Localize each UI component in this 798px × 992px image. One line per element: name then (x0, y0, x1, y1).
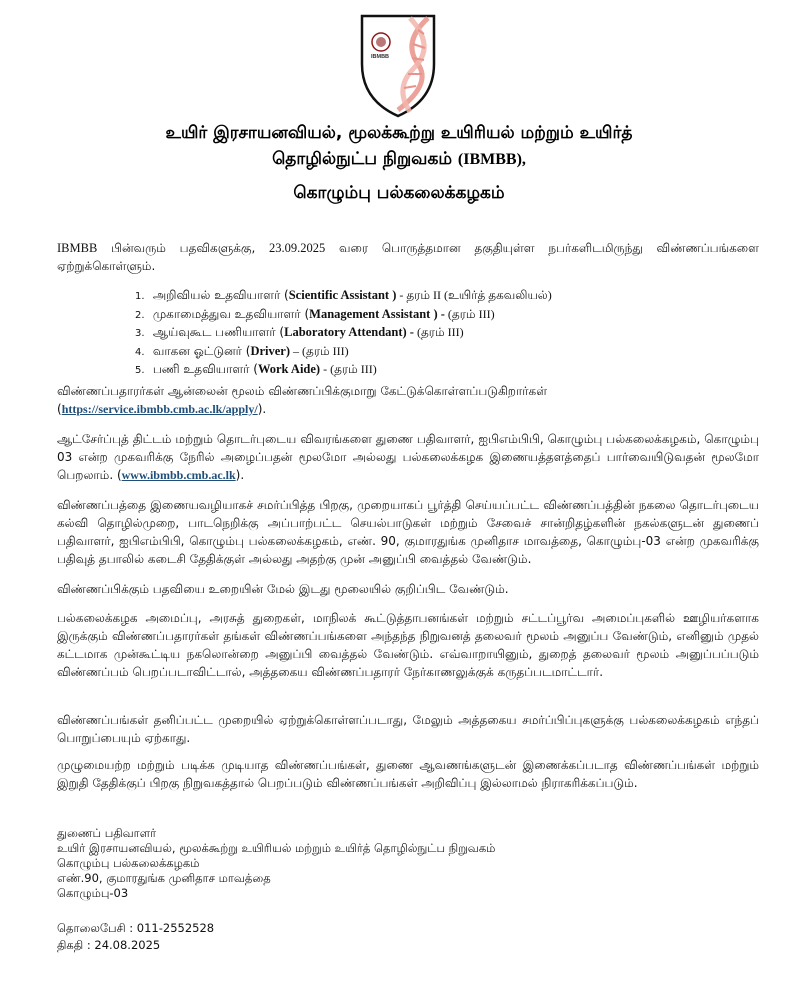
scheme-open: ( (113, 468, 122, 482)
list-item (135, 361, 695, 380)
list-item (135, 343, 695, 362)
post-grade: - (தரம் III) (320, 362, 377, 377)
online-text: விண்ணப்பதாரர்கள் ஆன்லைன் மூலம் விண்ணப்பிக்குமாறு கேட்டுக்கொள்ளப்படுகிறார்கள் (57, 384, 548, 398)
signature-block (57, 826, 657, 901)
post-grade: – (தரம் III) (290, 343, 349, 358)
online-open: ( (57, 402, 62, 416)
rejection-paragraph: முழுமையற்ற மற்றும் படிக்க முடியாத விண்ணப்பங்கள், துணை ஆவணங்களுடன் இணைக்கப்படாத விண்ணப்பங்கள் மற்றும் இறுதி தேதிக்குப் பிறகு நிறுவகத்தால் பெறப்படும் விண்ணப்பங்கள் அறிவிப்பு இல்லாமல் நிராகரிக்கப்படும். (57, 758, 759, 790)
title-line-1: உயிர் இரசாயனவியல், மூலக்கூற்று உயிரியல் மற்றும் உயிர்த் (165, 123, 633, 143)
post-title-tamil: பணி உதவியாளர் ( (152, 362, 258, 377)
posts-list (135, 287, 695, 380)
post-number: 4. (135, 346, 145, 358)
post-title-english: Scientific Assistant ) (288, 288, 397, 302)
post-number: 3. (135, 328, 145, 340)
scheme-paragraph (57, 430, 759, 484)
signature-city: கொழும்பு-03 (57, 886, 129, 900)
post-number: 1. (135, 291, 145, 302)
post-number: 2. (135, 309, 145, 321)
intro-text-a: பின்வரும் பதவிகளுக்கு, (111, 241, 256, 255)
post-grade: - தரம் II (உயிர்த் தகவலியல்) (396, 288, 552, 302)
title-line-2-english: (IBMBB), (457, 151, 526, 168)
submission-paragraph: விண்ணப்பத்தை இணையவழியாகச் சமர்ப்பித்த பிறகு, முறையாகப் பூர்த்தி செய்யப்பட்ட விண்ணப்பத்தின் நகலை தொடர்புடைய கல்வி தொழில்முறை, பாடநெறிக்கு அப்பாற்பட்ட செயல்பாடுகள் மற்றும் சேவைச் சான்றிதழ்களின் நகல்களுடன் துணைப் பதிவாளர், ஐபிஎம்பிபி, கொழும்பு பல்கலைக்கழகம், எண். 90, குமாரதுங்க முனிதாச மாவத்தை, கொழும்பு-03 என்ற முகவரிக்கு பதிவுத் தபாலில் கடைசி தேதிக்குள் அல்லது அதற்கு முன் அனுப்பி வைத்தல் வேண்டும். (57, 498, 759, 566)
contact-block (57, 920, 214, 954)
title-line-2-tamil: தொழில்நுட்ப நிறுவகம் (272, 149, 452, 169)
intro-org: IBMBB (57, 241, 98, 255)
employees-paragraph: பல்கலைக்கழக அமைப்பு, அரசுத் துறைகள், மாநிலக் கூட்டுத்தாபனங்கள் மற்றும் சட்டப்பூர்வ அமைப்புகளில் ஊழியர்களாக இருக்கும் விண்ணப்பதாரர்கள் தங்கள் விண்ணப்பங்களை அந்தந்த நிறுவனத் தலைவர் மூலம் அனுப்ப வேண்டும், எனினும் முதல் கட்டமாக முன்கூட்டிய நகலொன்றை அனுப்பி வைத்தல் வேண்டும். எவ்வாறாயினும், துறைத் தலைவர் மூலம் அனுப்பப்படும் விண்ணப்பம் பெறப்படாவிட்டால், அத்தகைய விண்ணப்பதாரர் நேர்காணலுக்குக் கருதப்படமாட்டார். (57, 611, 760, 679)
post-grade: (தரம் III) (444, 306, 495, 321)
post-title-english: Work Aide) (257, 362, 321, 377)
post-title-tamil: முகாமைத்துவ உதவியாளர் ( (152, 306, 310, 321)
contact-phone: தொலைபேசி : 011-2552528 (57, 921, 215, 935)
title-line-2 (40, 146, 758, 173)
online-application-paragraph (57, 382, 759, 418)
list-item (135, 324, 695, 343)
website-link[interactable]: www.ibmbb.cmb.ac.lk (121, 468, 236, 482)
signature-institute: உயிர் இரசாயனவியல், மூலக்கூற்று உயிரியல் மற்றும் உயிர்த் தொழில்நுட்ப நிறுவகம் (57, 841, 496, 855)
post-title-tamil: அறிவியல் உதவியாளர் ( (152, 288, 289, 302)
signature-role: துணைப் பதிவாளர் (57, 826, 157, 840)
intro-date: 23.09.2025 (269, 241, 326, 255)
apply-link[interactable]: https://service.ibmbb.cmb.ac.lk/apply/ (61, 402, 258, 416)
logo-text: IBMBB (370, 54, 390, 60)
post-number: 5. (135, 365, 145, 377)
title-line-3: கொழும்பு பல்கலைக்கழகம் (293, 183, 505, 203)
responsibility-paragraph: விண்ணப்பங்கள் தனிப்பட்ட முறையில் ஏற்றுக்கொள்ளப்படாது, மேலும் அத்தகைய சமர்ப்பிப்புகளுக்கு பல்கலைக்கழகம் எந்தப் பொறுப்பையும் ஏற்காது. (57, 713, 759, 745)
university-seal-icon (372, 33, 390, 51)
post-title-tamil: வாகன ஓட்டுனர் ( (152, 343, 251, 358)
signature-street: எண்.90, குமாரதுங்க முனிதாச மாவத்தை (57, 871, 271, 885)
post-grade: (தரம் III) (413, 325, 464, 340)
online-close: ). (257, 402, 267, 416)
post-title-english: Management Assistant ) - (309, 306, 445, 321)
post-title-english: Laboratory Attendant) - (284, 325, 414, 340)
list-item (135, 306, 695, 325)
signature-university: கொழும்பு பல்கலைக்கழகம் (57, 856, 200, 870)
intro-text-b: வரை பொருத்தமான தகுதியுள்ள நபர்களிடமிருந்து விண்ணப்பங்களை ஏற்றுக்கொள்ளும். (57, 241, 759, 273)
post-note-paragraph: விண்ணப்பிக்கும் பதவியை உறையின் மேல் இடது மூலையில் குறிப்பிட வேண்டும். (57, 582, 509, 596)
intro-paragraph (57, 239, 759, 275)
scheme-text: ஆட்சேர்ப்புத் திட்டம் மற்றும் தொடர்புடைய விவரங்களை துணை பதிவாளர், ஐபிஎம்பிபி, கொழும்பு பல்கலைக்கழகம், கொழும்பு 03 என்ற முகவரிக்கு நேரில் அழைப்பதன் மூலமோ அல்லது பல்கலைக்கழக இணையத்தளத்தைப் பார்வையிடுவதன் மூலமோ பெறலாம். (57, 432, 759, 482)
ibmbb-logo (358, 12, 438, 120)
contact-date: திகதி : 24.08.2025 (57, 938, 161, 952)
post-title-english: Driver) (250, 343, 291, 358)
post-title-tamil: ஆய்வுகூட பணியாளர் ( (152, 325, 285, 340)
scheme-close: ). (235, 468, 245, 482)
list-item (135, 287, 695, 306)
